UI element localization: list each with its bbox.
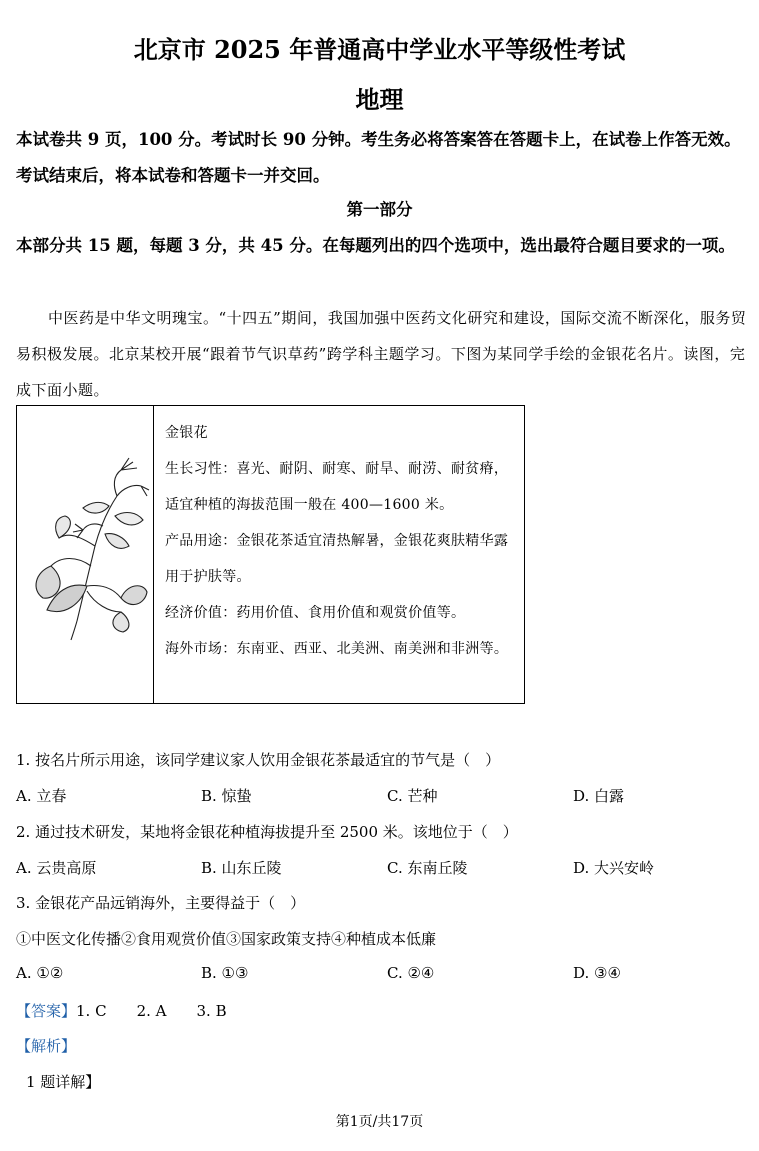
q1-option-c[interactable]: C. 芒种 (387, 787, 438, 805)
illustration-cell (17, 406, 154, 703)
question-2-stem: 2. 通过技术研发，某地将金银花种植海拔提升至 2500 米。该地位于（ ） (16, 823, 518, 841)
card-use: 产品用途：金银花茶适宜清热解暑，金银花爽肤精华露用于护肤等。 (165, 533, 509, 585)
q2-option-d[interactable]: D. 大兴安岭 (573, 859, 655, 877)
reading-passage: 中医药是中华文明瑰宝。“十四五”期间，我国加强中医药文化研究和建设，国际交流不断深化，服务贸易积极发展。北京某校开展“跟着节气识草药”跨学科主题学习。下图为某同学手绘的金银花名片。读图，完成下面小题。 (16, 309, 747, 399)
analysis-detail: 1 题详解】 (26, 1073, 101, 1091)
q1-option-b[interactable]: B. 惊蛰 (201, 787, 252, 805)
q2-option-a[interactable]: A. 云贵高原 (16, 859, 97, 877)
answer-line (16, 1000, 227, 1021)
page-number: 第1页/共17页 (335, 1114, 424, 1130)
q3-option-d[interactable]: D. ③④ (573, 964, 621, 982)
honeysuckle-drawing-icon (17, 406, 153, 703)
card-value: 经济价值：药用价值、食用价值和观赏价值等。 (165, 605, 466, 621)
q3-option-c[interactable]: C. ②④ (387, 964, 435, 982)
q1-option-a[interactable]: A. 立春 (16, 787, 67, 805)
part-info: 本部分共 15 题，每题 3 分，共 45 分。在每题列出的四个选项中，选出最符合题目要求的一项。 (16, 236, 735, 255)
q2-option-c[interactable]: C. 东南丘陵 (387, 859, 468, 877)
question-1-stem: 1. 按名片所示用途，该同学建议家人饮用金银花茶最适宜的节气是（ ） (16, 751, 501, 769)
q3-option-a[interactable]: A. ①② (16, 964, 64, 982)
answer-label: 【答案】 (16, 1002, 77, 1020)
q2-option-b[interactable]: B. 山东丘陵 (201, 859, 282, 877)
card-habit: 生长习性：喜光、耐阴、耐寒、耐旱、耐涝、耐贫瘠，适宜种植的海拔范围一般在 400—1600 米。 (165, 461, 509, 513)
exam-title: 北京市 2025 年普通高中学业水平等级性考试 (133, 35, 626, 64)
analysis-label: 【解析】 (16, 1037, 77, 1055)
q3-option-b[interactable]: B. ①③ (201, 964, 249, 982)
card-text (165, 415, 521, 667)
question-3-stem: 3. 金银花产品远销海外，主要得益于（ ） (16, 894, 306, 912)
answer-text: 1. C 2. A 3. B (76, 1002, 227, 1020)
question-3-statements: ①中医文化传播②食用观赏价值③国家政策支持④种植成本低廉 (16, 930, 437, 948)
honeysuckle-card (16, 405, 525, 704)
subject-title: 地理 (355, 85, 404, 114)
q1-option-d[interactable]: D. 白露 (573, 787, 625, 805)
exam-instructions: 本试卷共 9 页，100 分。考试时长 90 分钟。考生务必将答案答在答题卡上，在试卷上作答无效。考试结束后，将本试卷和答题卡一并交回。 (16, 130, 741, 185)
card-market: 海外市场：东南亚、西亚、北美洲、南美洲和非洲等。 (165, 641, 509, 657)
card-name: 金银花 (165, 425, 208, 441)
part-title: 第一部分 (346, 200, 413, 219)
